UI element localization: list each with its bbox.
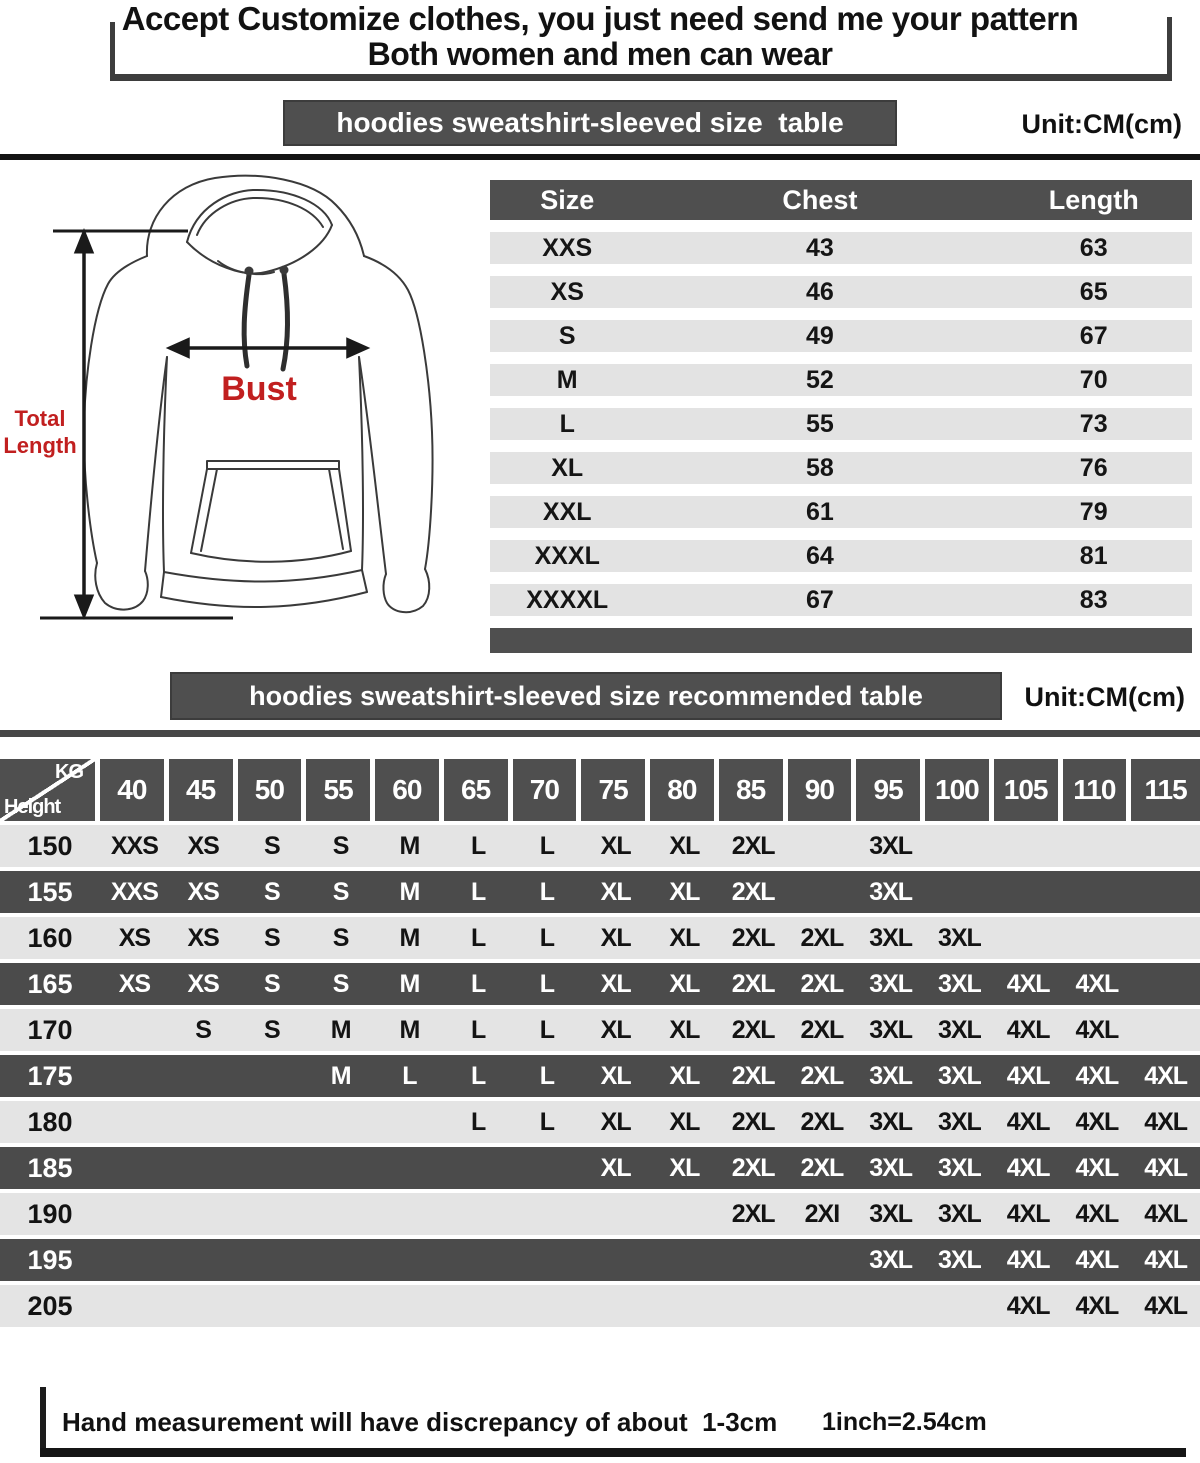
reco-size-cell bbox=[1131, 825, 1200, 867]
reco-body bbox=[0, 825, 1200, 1327]
size-table-cell: 67 bbox=[1079, 322, 1108, 350]
reco-size-cell: 4XL bbox=[1144, 1108, 1188, 1136]
reco-size-cell bbox=[1063, 917, 1132, 959]
reco-size-cell bbox=[169, 1055, 238, 1097]
reco-size-cell bbox=[238, 1239, 307, 1281]
reco-size-cell bbox=[719, 1239, 788, 1281]
unit-label-2: Unit:CM(cm) bbox=[1024, 682, 1185, 712]
reco-size-cell: 3XL bbox=[937, 970, 981, 998]
reco-size-cell: 4XL bbox=[1075, 1292, 1119, 1320]
footer-note-text: Hand measurement will have discrepancy of about 1-3cm bbox=[62, 1407, 778, 1437]
reco-size-cell: 4XL bbox=[1075, 1154, 1119, 1182]
reco-row bbox=[0, 1055, 1200, 1097]
reco-size-cell: S bbox=[332, 924, 349, 952]
size-table-cell: 83 bbox=[1079, 586, 1108, 614]
size-table-row bbox=[490, 584, 1192, 616]
reco-size-cell: 3XL bbox=[869, 1108, 913, 1136]
height-cell: 160 bbox=[27, 923, 73, 953]
reco-size-cell bbox=[100, 1239, 169, 1281]
reco-row bbox=[0, 1285, 1200, 1327]
weight-header-cell: 70 bbox=[513, 759, 582, 821]
size-table-row bbox=[490, 452, 1192, 484]
reco-size-cell bbox=[581, 1285, 650, 1327]
reco-size-cell: XL bbox=[600, 878, 631, 906]
reco-size-cell: 2XL bbox=[800, 1062, 844, 1090]
size-table-row bbox=[490, 364, 1192, 396]
reco-size-cell: XL bbox=[669, 878, 700, 906]
reco-size-cell: 2XL bbox=[731, 970, 775, 998]
reco-size-cell bbox=[238, 1193, 307, 1235]
reco-size-cell: L bbox=[470, 878, 486, 906]
reco-row bbox=[0, 1239, 1200, 1281]
reco-size-cell bbox=[306, 1193, 375, 1235]
reco-row bbox=[0, 1147, 1200, 1189]
size-table-cell: 46 bbox=[806, 278, 834, 306]
reco-size-cell: M bbox=[330, 1062, 351, 1090]
size-table-cell: 67 bbox=[806, 586, 834, 614]
reco-size-cell: 2XL bbox=[800, 1016, 844, 1044]
size-table-row bbox=[490, 232, 1192, 264]
reco-size-cell bbox=[719, 1285, 788, 1327]
size-table-cell: 43 bbox=[806, 234, 834, 262]
size-table-cell: XXXXL bbox=[526, 586, 609, 614]
reco-size-cell: XL bbox=[600, 1154, 631, 1182]
reco-size-cell bbox=[788, 825, 857, 867]
reco-size-cell bbox=[100, 1055, 169, 1097]
reco-size-cell: XL bbox=[669, 970, 700, 998]
reco-size-cell: 4XL bbox=[1144, 1062, 1188, 1090]
reco-size-cell: M bbox=[399, 878, 420, 906]
reco-size-cell bbox=[444, 1285, 513, 1327]
reco-size-cell: M bbox=[399, 832, 420, 860]
height-cell: 185 bbox=[27, 1153, 73, 1183]
reco-size-cell: 2XL bbox=[800, 970, 844, 998]
reco-size-cell: S bbox=[264, 1016, 280, 1044]
reco-size-cell: 4XL bbox=[1075, 1246, 1119, 1274]
reco-size-cell: L bbox=[470, 1062, 486, 1090]
weight-header-cell: 80 bbox=[650, 759, 719, 821]
reco-size-cell: XL bbox=[600, 1108, 631, 1136]
reco-size-cell bbox=[375, 1147, 444, 1189]
size-table-cell: 61 bbox=[806, 498, 834, 526]
drawstrings bbox=[244, 274, 288, 369]
total-length-label-line1: Total bbox=[14, 406, 66, 431]
size-table-header-cell: Size bbox=[540, 185, 595, 215]
reco-size-cell bbox=[444, 1147, 513, 1189]
reco-table bbox=[0, 759, 1200, 1327]
reco-size-cell: L bbox=[470, 970, 486, 998]
size-table-cell: XS bbox=[550, 278, 584, 306]
reco-size-cell: 4XL bbox=[1075, 1108, 1119, 1136]
header-title-line2: Both women and men can wear bbox=[367, 36, 833, 72]
size-table-header-cell: Length bbox=[1048, 185, 1139, 215]
reco-size-cell: 4XL bbox=[1006, 1062, 1050, 1090]
size-table-cell: XXS bbox=[542, 234, 593, 262]
weight-header-cell: 65 bbox=[444, 759, 513, 821]
reco-size-cell: S bbox=[332, 878, 349, 906]
reco-size-cell: S bbox=[332, 832, 349, 860]
reco-size-cell bbox=[238, 1147, 307, 1189]
weight-header-cell: 100 bbox=[925, 759, 994, 821]
reco-size-cell: 4XL bbox=[1006, 1016, 1050, 1044]
length-arrow bbox=[40, 231, 233, 618]
height-cell: 175 bbox=[27, 1061, 73, 1091]
height-cell: 205 bbox=[27, 1291, 73, 1321]
reco-size-cell: M bbox=[399, 970, 420, 998]
reco-size-cell: 2XL bbox=[800, 1108, 844, 1136]
reco-size-cell: 4XL bbox=[1144, 1200, 1188, 1228]
reco-size-cell: 4XL bbox=[1075, 970, 1119, 998]
reco-size-cell bbox=[581, 1239, 650, 1281]
reco-size-cell bbox=[100, 1101, 169, 1143]
reco-size-cell: L bbox=[539, 1016, 555, 1044]
reco-row bbox=[0, 1101, 1200, 1143]
reco-size-cell: XS bbox=[187, 878, 219, 906]
reco-size-cell bbox=[375, 1101, 444, 1143]
reco-size-cell: 3XL bbox=[869, 1062, 913, 1090]
reco-size-cell: 2XL bbox=[731, 1016, 775, 1044]
reco-size-cell: L bbox=[539, 1062, 555, 1090]
total-length-label-line2: Length bbox=[3, 433, 77, 458]
weight-header-cell: 115 bbox=[1131, 759, 1200, 821]
reco-size-cell: 4XL bbox=[1075, 1062, 1119, 1090]
reco-size-cell: 4XL bbox=[1144, 1154, 1188, 1182]
size-table-header bbox=[490, 180, 1192, 220]
reco-size-cell bbox=[650, 1239, 719, 1281]
reco-size-cell: M bbox=[330, 1016, 351, 1044]
reco-size-cell bbox=[925, 871, 994, 913]
reco-size-cell: XL bbox=[600, 1016, 631, 1044]
reco-size-cell: M bbox=[399, 1016, 420, 1044]
reco-size-cell: L bbox=[470, 1108, 486, 1136]
reco-size-cell: 3XL bbox=[869, 1246, 913, 1274]
size-table-row bbox=[490, 496, 1192, 528]
weight-header-cell: 75 bbox=[581, 759, 650, 821]
size-table-row bbox=[490, 276, 1192, 308]
reco-size-cell: 4XL bbox=[1006, 1200, 1050, 1228]
reco-size-cell: 2XI bbox=[804, 1200, 840, 1228]
reco-size-cell bbox=[169, 1239, 238, 1281]
reco-size-cell: 4XL bbox=[1006, 1246, 1050, 1274]
reco-size-cell bbox=[444, 1239, 513, 1281]
height-cell: 180 bbox=[27, 1107, 73, 1137]
reco-size-cell: XS bbox=[118, 970, 151, 998]
reco-corner-cell bbox=[0, 759, 100, 821]
reco-size-cell: 3XL bbox=[869, 924, 913, 952]
reco-size-cell: S bbox=[195, 1016, 211, 1044]
size-table-cell: L bbox=[559, 410, 575, 438]
reco-size-cell: L bbox=[539, 924, 555, 952]
size-table-cell: 76 bbox=[1079, 454, 1108, 482]
size-table-cell: 52 bbox=[806, 366, 834, 394]
height-cell: 150 bbox=[27, 831, 73, 861]
weight-header-cell: 50 bbox=[238, 759, 307, 821]
reco-size-cell: XS bbox=[187, 924, 219, 952]
reco-size-cell bbox=[513, 1147, 582, 1189]
reco-size-cell: L bbox=[402, 1062, 417, 1090]
reco-size-cell bbox=[169, 1147, 238, 1189]
size-table-cell: 79 bbox=[1079, 498, 1108, 526]
reco-size-cell: 2XL bbox=[800, 924, 844, 952]
reco-size-cell: L bbox=[539, 970, 555, 998]
reco-size-cell bbox=[856, 1285, 925, 1327]
size-table-cell: S bbox=[558, 322, 576, 350]
measure-section bbox=[0, 160, 1200, 660]
reco-size-cell bbox=[306, 1101, 375, 1143]
size-table-cell: XXXL bbox=[534, 542, 600, 570]
reco-row bbox=[0, 917, 1200, 959]
unit-label-1: Unit:CM(cm) bbox=[1021, 109, 1182, 139]
reco-size-cell: 3XL bbox=[937, 1016, 981, 1044]
reco-size-cell bbox=[306, 1147, 375, 1189]
reco-size-cell bbox=[1131, 871, 1200, 913]
reco-size-cell: 3XL bbox=[869, 1200, 913, 1228]
reco-size-cell: 2XL bbox=[731, 832, 775, 860]
reco-size-cell: 3XL bbox=[869, 832, 913, 860]
reco-size-cell: S bbox=[332, 970, 349, 998]
reco-size-cell bbox=[581, 1193, 650, 1235]
reco-size-cell bbox=[1131, 917, 1200, 959]
reco-size-cell bbox=[513, 1239, 582, 1281]
weight-header-cell: 95 bbox=[856, 759, 925, 821]
reco-size-cell: 4XL bbox=[1006, 970, 1050, 998]
size-table-cell: 64 bbox=[806, 542, 834, 570]
right-grommet bbox=[280, 266, 289, 275]
reco-size-cell: S bbox=[264, 924, 280, 952]
size-table-body bbox=[490, 232, 1192, 616]
reco-size-cell bbox=[650, 1193, 719, 1235]
weight-header-cell: 45 bbox=[169, 759, 238, 821]
reco-size-cell: XS bbox=[187, 970, 219, 998]
footer-note bbox=[0, 1385, 1200, 1457]
reco-row bbox=[0, 1009, 1200, 1051]
header-frame-bottom-bar bbox=[110, 74, 1172, 81]
reco-size-cell: XL bbox=[600, 832, 631, 860]
reco-size-cell bbox=[444, 1193, 513, 1235]
reco-size-cell: 3XL bbox=[869, 1016, 913, 1044]
reco-size-cell: XL bbox=[669, 1062, 700, 1090]
reco-size-cell: 3XL bbox=[937, 1108, 981, 1136]
reco-row bbox=[0, 871, 1200, 913]
reco-size-cell bbox=[788, 871, 857, 913]
reco-size-cell: XL bbox=[600, 924, 631, 952]
reco-size-cell: XS bbox=[118, 924, 151, 952]
reco-size-cell: 4XL bbox=[1144, 1292, 1188, 1320]
reco-size-cell: 4XL bbox=[1006, 1154, 1050, 1182]
reco-size-cell: 3XL bbox=[869, 1154, 913, 1182]
reco-row bbox=[0, 825, 1200, 867]
reco-size-cell: 4XL bbox=[1006, 1108, 1050, 1136]
corner-height-label: Height bbox=[4, 796, 61, 818]
size-table-cell: 55 bbox=[806, 410, 834, 438]
reco-size-cell: M bbox=[399, 924, 420, 952]
left-grommet bbox=[245, 267, 254, 276]
reco-size-cell: XS bbox=[187, 832, 219, 860]
reco-size-cell bbox=[788, 1239, 857, 1281]
reco-size-cell: S bbox=[264, 970, 280, 998]
reco-size-cell: XXS bbox=[110, 878, 158, 906]
reco-size-cell: 2XL bbox=[800, 1154, 844, 1182]
weight-header-cell: 110 bbox=[1063, 759, 1132, 821]
size-table-banner-row bbox=[0, 100, 1200, 146]
reco-size-cell bbox=[994, 871, 1063, 913]
reco-size-cell: XL bbox=[600, 1062, 631, 1090]
reco-size-cell: L bbox=[470, 1016, 486, 1044]
height-cell: 165 bbox=[27, 969, 73, 999]
top-header bbox=[0, 0, 1200, 84]
reco-size-cell bbox=[375, 1285, 444, 1327]
size-table-row bbox=[490, 540, 1192, 572]
reco-size-cell bbox=[100, 1147, 169, 1189]
reco-size-cell bbox=[375, 1193, 444, 1235]
reco-size-cell bbox=[100, 1285, 169, 1327]
reco-size-cell: 3XL bbox=[937, 1200, 981, 1228]
reco-size-cell bbox=[169, 1101, 238, 1143]
reco-size-cell bbox=[1063, 871, 1132, 913]
size-table-footer-bar bbox=[490, 628, 1192, 653]
size-table-cell: 65 bbox=[1079, 278, 1108, 306]
reco-size-cell bbox=[925, 1285, 994, 1327]
size-table-cell: XXL bbox=[542, 498, 592, 526]
weight-header-cell: 60 bbox=[375, 759, 444, 821]
reco-size-cell: 4XL bbox=[1006, 1292, 1050, 1320]
hoodie-diagram-svg bbox=[0, 160, 490, 660]
reco-size-cell bbox=[306, 1285, 375, 1327]
reco-size-cell: L bbox=[539, 832, 555, 860]
reco-size-cell: L bbox=[539, 1108, 555, 1136]
footer-frame-bottom-bar bbox=[40, 1448, 1186, 1457]
reco-size-cell: 3XL bbox=[869, 970, 913, 998]
reco-size-cell: XL bbox=[669, 1154, 700, 1182]
size-table-cell: M bbox=[556, 366, 578, 394]
height-cell: 170 bbox=[27, 1015, 73, 1045]
reco-size-cell bbox=[238, 1055, 307, 1097]
reco-size-cell: XL bbox=[669, 1016, 700, 1044]
reco-size-cell bbox=[650, 1285, 719, 1327]
reco-size-cell bbox=[238, 1285, 307, 1327]
size-table-cell: XL bbox=[551, 454, 584, 482]
reco-size-cell bbox=[788, 1285, 857, 1327]
reco-size-cell: XXS bbox=[110, 832, 158, 860]
reco-banner-row bbox=[0, 672, 1200, 720]
reco-size-cell bbox=[100, 1009, 169, 1051]
size-table-cell: 49 bbox=[806, 322, 834, 350]
reco-size-cell: XL bbox=[669, 924, 700, 952]
reco-size-cell bbox=[100, 1193, 169, 1235]
reco-size-cell: XL bbox=[600, 970, 631, 998]
size-table-row bbox=[490, 320, 1192, 352]
height-cell: 190 bbox=[27, 1199, 73, 1229]
reco-size-cell: 4XL bbox=[1075, 1016, 1119, 1044]
size-table-cell: 58 bbox=[806, 454, 834, 482]
reco-size-cell bbox=[925, 825, 994, 867]
size-table-cell: 73 bbox=[1079, 410, 1108, 438]
reco-size-cell: 2XL bbox=[731, 924, 775, 952]
reco-size-cell: 2XL bbox=[731, 1108, 775, 1136]
reco-size-cell: L bbox=[470, 832, 486, 860]
reco-size-cell bbox=[238, 1101, 307, 1143]
reco-size-cell: 2XL bbox=[731, 1062, 775, 1090]
reco-size-cell bbox=[994, 825, 1063, 867]
size-table bbox=[490, 160, 1200, 660]
size-table-cell: 63 bbox=[1079, 234, 1108, 262]
reco-row bbox=[0, 1193, 1200, 1235]
size-table-cell: 81 bbox=[1079, 542, 1108, 570]
reco-size-cell bbox=[306, 1239, 375, 1281]
bust-label: Bust bbox=[221, 370, 297, 408]
reco-size-cell bbox=[513, 1285, 582, 1327]
reco-size-cell: 3XL bbox=[937, 924, 981, 952]
hoodie-figure bbox=[0, 160, 490, 660]
reco-size-cell bbox=[1063, 825, 1132, 867]
reco-size-cell: 2XL bbox=[731, 878, 775, 906]
reco-table-banner: hoodies sweatshirt-sleeved size recommended table bbox=[170, 672, 1002, 720]
reco-row bbox=[0, 963, 1200, 1005]
corner-kg-label: KG bbox=[55, 761, 83, 783]
reco-size-cell: 4XL bbox=[1144, 1246, 1188, 1274]
weight-header-cell: 105 bbox=[994, 759, 1063, 821]
weight-header-cell: 55 bbox=[306, 759, 375, 821]
height-cell: 195 bbox=[27, 1245, 73, 1275]
reco-size-cell: 2XL bbox=[731, 1200, 775, 1228]
reco-size-cell: S bbox=[264, 832, 280, 860]
size-table-header-cell: Chest bbox=[782, 185, 858, 215]
reco-size-cell bbox=[169, 1193, 238, 1235]
reco-size-cell: 3XL bbox=[937, 1062, 981, 1090]
reco-size-cell bbox=[994, 917, 1063, 959]
height-cell: 155 bbox=[27, 877, 73, 907]
weight-header-cell: 40 bbox=[100, 759, 169, 821]
size-table-banner: hoodies sweatshirt-sleeved size table bbox=[283, 100, 897, 146]
reco-size-cell: XL bbox=[669, 832, 700, 860]
size-table-row bbox=[490, 408, 1192, 440]
reco-size-cell: 2XL bbox=[731, 1154, 775, 1182]
reco-size-cell: 3XL bbox=[869, 878, 913, 906]
header-title-line1: Accept Customize clothes, you just need send me your pattern bbox=[121, 0, 1079, 37]
footer-conversion-text: 1inch=2.54cm bbox=[822, 1408, 987, 1436]
reco-size-cell bbox=[513, 1193, 582, 1235]
size-table-cell: 70 bbox=[1079, 366, 1108, 394]
reco-size-cell: S bbox=[264, 878, 280, 906]
reco-size-cell bbox=[375, 1239, 444, 1281]
footer-frame-left-bar bbox=[40, 1387, 46, 1449]
reco-size-cell: XL bbox=[669, 1108, 700, 1136]
reco-size-cell: 3XL bbox=[937, 1246, 981, 1274]
reco-header bbox=[0, 759, 1200, 821]
reco-size-cell: L bbox=[539, 878, 555, 906]
reco-size-cell: 3XL bbox=[937, 1154, 981, 1182]
reco-size-cell bbox=[1131, 1009, 1200, 1051]
bust-arrow bbox=[170, 340, 366, 356]
weight-header-cell: 85 bbox=[719, 759, 788, 821]
reco-size-cell: 4XL bbox=[1075, 1200, 1119, 1228]
mid-divider-line bbox=[0, 730, 1200, 737]
reco-size-cell: L bbox=[470, 924, 486, 952]
reco-size-cell bbox=[1131, 963, 1200, 1005]
weight-header-cell: 90 bbox=[788, 759, 857, 821]
reco-size-cell bbox=[169, 1285, 238, 1327]
